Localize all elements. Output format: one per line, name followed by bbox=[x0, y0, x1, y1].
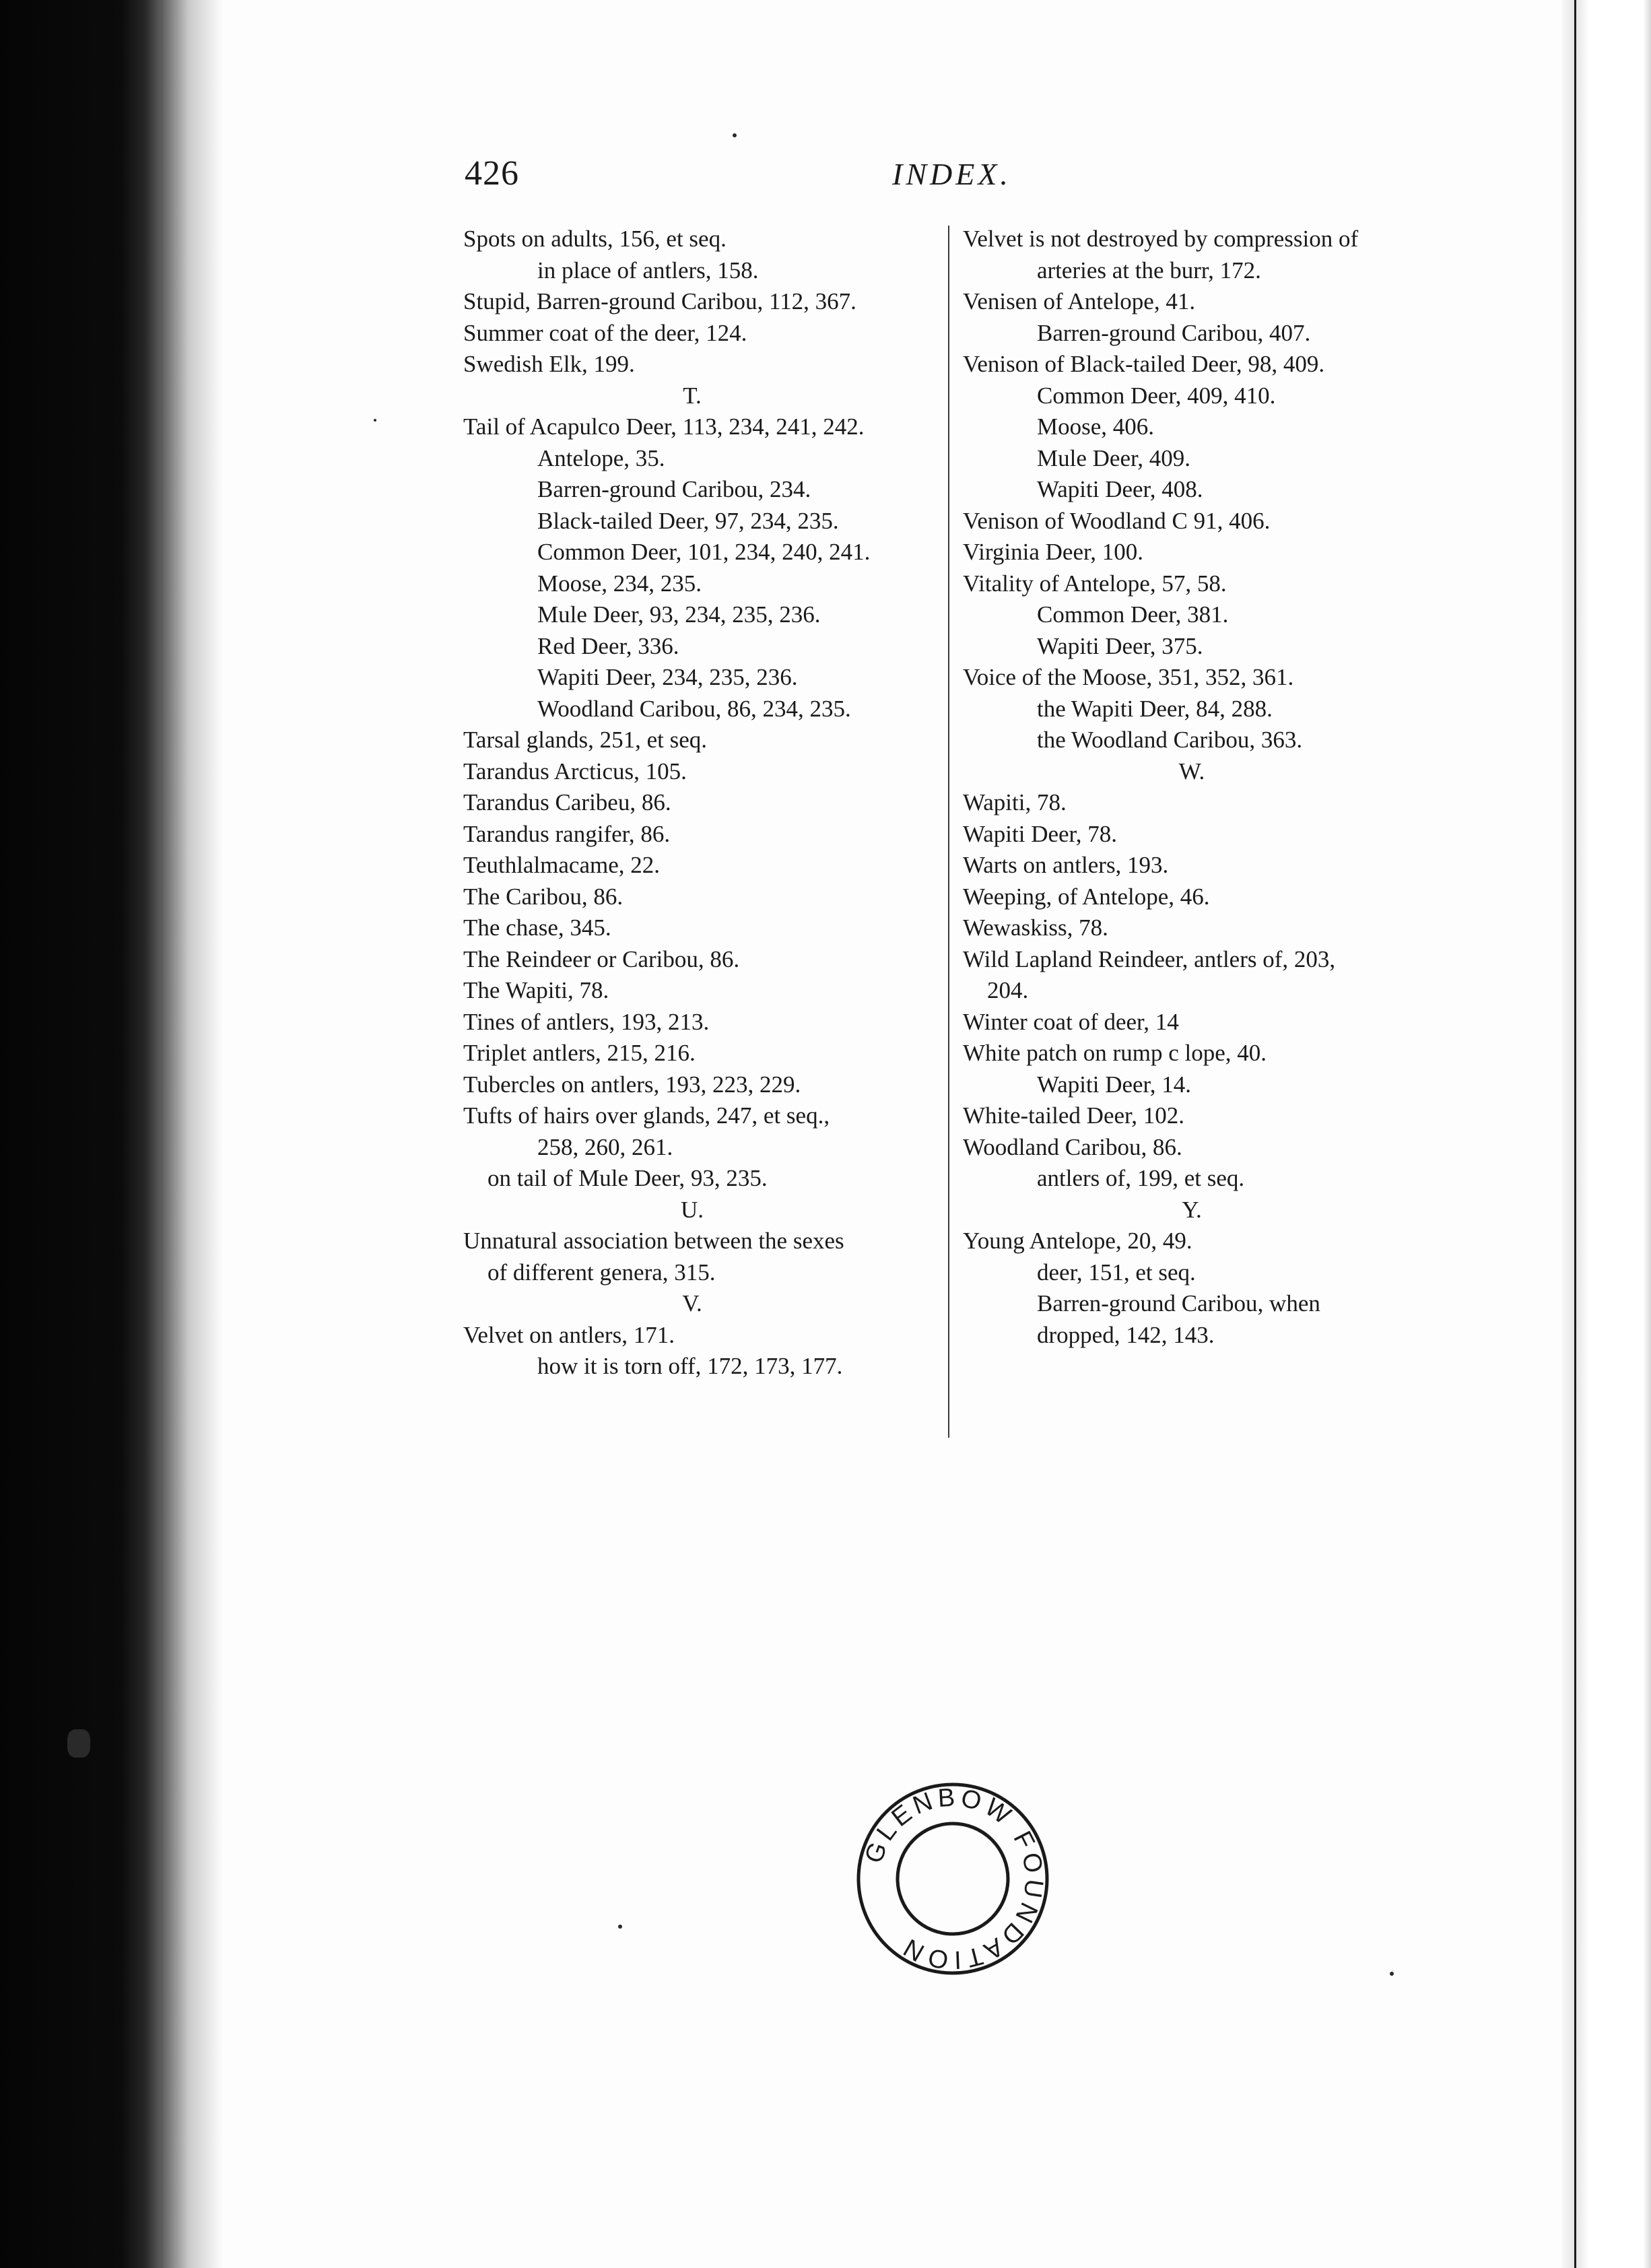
glenbow-foundation-stamp bbox=[852, 1778, 1054, 1980]
index-entry: Venison of Woodland C 91, 406. bbox=[963, 507, 1271, 534]
index-entry: in place of antlers, 158. bbox=[537, 257, 759, 284]
index-entry: Red Deer, 336. bbox=[537, 632, 679, 659]
index-entry: Winter coat of deer, 14 bbox=[963, 1008, 1179, 1035]
index-entry: how it is torn off, 172, 173, 177. bbox=[537, 1353, 843, 1379]
column-divider bbox=[948, 226, 949, 1438]
index-entry: White-tailed Deer, 102. bbox=[963, 1102, 1185, 1129]
index-entry: the Woodland Caribou, 363. bbox=[1037, 727, 1303, 753]
index-entry: Voice of the Moose, 351, 352, 361. bbox=[963, 664, 1294, 690]
index-entry: Young Antelope, 20, 49. bbox=[963, 1228, 1192, 1254]
index-entry: the Wapiti Deer, 84, 288. bbox=[1037, 695, 1273, 722]
index-entry: Teuthlalmacame, 22. bbox=[463, 852, 661, 878]
index-entry: Barren-ground Caribou, when bbox=[1037, 1290, 1320, 1316]
index-entry: Woodland Caribou, 86, 234, 235. bbox=[537, 695, 851, 722]
index-entry: Summer coat of the deer, 124. bbox=[463, 319, 747, 346]
index-entry: Spots on adults, 156, et seq. bbox=[463, 226, 727, 252]
index-entry: Wild Lapland Reindeer, antlers of, 203, bbox=[963, 945, 1336, 972]
index-entry: Tarsal glands, 251, et seq. bbox=[463, 727, 708, 753]
index-entry: Wapiti Deer, 408. bbox=[1037, 476, 1203, 502]
index-entry: Virginia Deer, 100. bbox=[963, 539, 1144, 565]
scan-speck bbox=[733, 133, 737, 137]
index-entry: Moose, 406. bbox=[1037, 413, 1155, 440]
index-entry: Tufts of hairs over glands, 247, et seq., bbox=[463, 1102, 830, 1129]
index-entry: Tarandus Caribeu, 86. bbox=[463, 789, 671, 815]
index-entry: Woodland Caribou, 86. bbox=[963, 1133, 1182, 1160]
section-letter: W. bbox=[1178, 758, 1205, 785]
index-entry: Unnatural association between the sexes bbox=[463, 1228, 844, 1254]
index-entry: Common Deer, 381. bbox=[1037, 601, 1229, 628]
section-letter: V. bbox=[682, 1290, 702, 1316]
page-edge-line bbox=[1574, 0, 1576, 2268]
index-entry: The chase, 345. bbox=[463, 914, 611, 941]
index-entry: Wapiti Deer, 234, 235, 236. bbox=[537, 664, 798, 690]
scan-speck bbox=[1390, 1972, 1394, 1976]
index-entry: Venison of Black-tailed Deer, 98, 409. bbox=[963, 351, 1325, 377]
index-entry: 258, 260, 261. bbox=[537, 1133, 673, 1160]
index-entry: Mule Deer, 409. bbox=[1037, 444, 1190, 471]
index-entry: Tubercles on antlers, 193, 223, 229. bbox=[463, 1071, 801, 1098]
index-column-right bbox=[963, 224, 1448, 1351]
svg-text:GLENBOW FOUNDATION: GLENBOW FOUNDATION bbox=[859, 1783, 1048, 1974]
index-entry: Common Deer, 409, 410. bbox=[1037, 382, 1276, 409]
index-entry: White patch on rump c lope, 40. bbox=[963, 1040, 1267, 1066]
index-entry: Tail of Acapulco Deer, 113, 234, 241, 242. bbox=[463, 413, 865, 440]
index-entry: deer, 151, et seq. bbox=[1037, 1259, 1196, 1286]
index-entry: Triplet antlers, 215, 216. bbox=[463, 1040, 696, 1066]
index-entry: Black-tailed Deer, 97, 234, 235. bbox=[537, 507, 839, 534]
index-entry: Moose, 234, 235. bbox=[537, 570, 702, 597]
index-entry: Wapiti Deer, 375. bbox=[1037, 632, 1203, 659]
scan-speck bbox=[618, 1925, 622, 1929]
index-entry: arteries at the burr, 172. bbox=[1037, 257, 1261, 284]
index-entry: The Wapiti, 78. bbox=[463, 977, 609, 1003]
index-column-left bbox=[463, 224, 948, 1382]
index-entry: Swedish Elk, 199. bbox=[463, 351, 635, 377]
section-letter: Y. bbox=[1182, 1196, 1202, 1223]
running-head: INDEX. bbox=[892, 157, 1011, 191]
scan-speck bbox=[374, 419, 376, 422]
binding-shadow bbox=[159, 0, 163, 2268]
index-entry: dropped, 142, 143. bbox=[1037, 1321, 1215, 1348]
index-entry: of different genera, 315. bbox=[487, 1259, 716, 1286]
index-entry: Velvet is not destroyed by compression of bbox=[963, 226, 1359, 252]
section-letter: T. bbox=[683, 382, 702, 409]
index-entry: Wapiti Deer, 78. bbox=[963, 820, 1118, 847]
index-entry: Weeping, of Antelope, 46. bbox=[963, 883, 1210, 910]
index-entry: Barren-ground Caribou, 234. bbox=[537, 476, 811, 502]
index-entry: Wapiti, 78. bbox=[963, 789, 1067, 815]
index-entry: on tail of Mule Deer, 93, 235. bbox=[487, 1165, 768, 1191]
index-entry: The Reindeer or Caribou, 86. bbox=[463, 945, 740, 972]
scan-blot bbox=[67, 1729, 90, 1758]
index-entry: Vitality of Antelope, 57, 58. bbox=[963, 570, 1227, 597]
index-entry: Stupid, Barren-ground Caribou, 112, 367. bbox=[463, 288, 856, 314]
index-entry: Common Deer, 101, 234, 240, 241. bbox=[537, 539, 871, 565]
index-entry: antlers of, 199, et seq. bbox=[1037, 1165, 1245, 1191]
index-entry: Tarandus rangifer, 86. bbox=[463, 820, 671, 847]
index-entry: Wewaskiss, 78. bbox=[963, 914, 1108, 941]
scanner-edge-left bbox=[0, 0, 222, 2268]
index-entry: Wapiti Deer, 14. bbox=[1037, 1071, 1192, 1098]
index-entry: Mule Deer, 93, 234, 235, 236. bbox=[537, 601, 821, 628]
index-entry: Warts on antlers, 193. bbox=[963, 852, 1169, 878]
index-entry: Tines of antlers, 193, 213. bbox=[463, 1008, 710, 1035]
index-entry: Velvet on antlers, 171. bbox=[463, 1321, 675, 1348]
index-entry: Venisen of Antelope, 41. bbox=[963, 288, 1196, 314]
section-letter: U. bbox=[680, 1196, 704, 1223]
index-entry: Antelope, 35. bbox=[537, 444, 665, 471]
stamp-seal-icon bbox=[852, 1778, 1054, 1980]
index-entry: 204. bbox=[987, 977, 1029, 1003]
index-entry: Tarandus Arcticus, 105. bbox=[463, 758, 687, 785]
index-entry: The Caribou, 86. bbox=[463, 883, 624, 910]
page-number: 426 bbox=[465, 154, 519, 193]
index-entry: Barren-ground Caribou, 407. bbox=[1037, 319, 1311, 346]
